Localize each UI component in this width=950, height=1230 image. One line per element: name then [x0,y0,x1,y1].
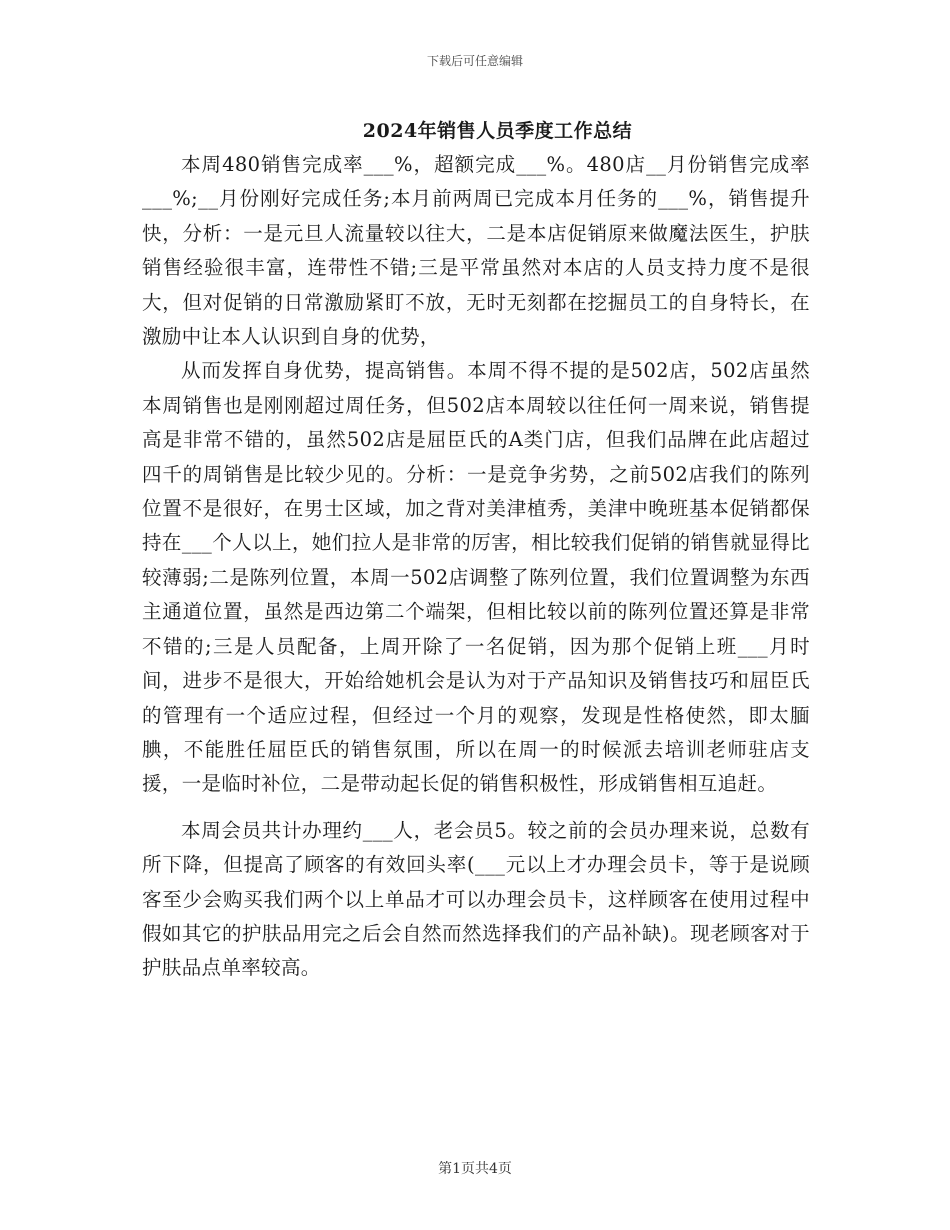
paragraph-1: 本周480销售完成率___%，超额完成___%。480店__月份销售完成率___%;__月份刚好完成任务;本月前两周已完成本月任务的___%，销售提升快，分析：一是元旦人流量较以往大，二是本店促销原来做魔法医生，护肤销售经验很丰富，连带性不错;三是平常虽然对本店的人员支持力度不是很大，但对促销的日常激励紧盯不放，无时无刻都在挖掘员工的自身特长，在激励中让本人认识到自身的优势， [142,153,810,349]
document-body [142,148,810,986]
page-header-note: 下载后可任意编辑 [426,54,523,68]
page-number: 第1页共4页 [438,1161,512,1177]
paragraph-3: 本周会员共计办理约___人，老会员5。较之前的会员办理来说，总数有所下降，但提高了顾客的有效回头率(___元以上才办理会员卡，等于是说顾客至少会购买我们两个以上单品才可以办理会员卡，这样顾客在使用过程中假如其它的护肤品用完之后会自然而然选择我们的产品补缺)。现老顾客对于护肤品点单率较高。 [142,818,810,980]
paragraph-2: 从而发挥自身优势，提高销售。本周不得不提的是502店，502店虽然本周销售也是刚刚超过周任务，但502店本周较以往任何一周来说，销售提高是非常不错的，虽然502店是屈臣氏的A类门店，但我们品牌在此店超过四千的周销售是比较少见的。分析：一是竞争劣势，之前502店我们的陈列位置不是很好，在男士区域，加之背对美津植秀，美津中晚班基本促销都保持在___个人以上，她们拉人是非常的厉害，相比较我们促销的销售就显得比较薄弱;二是陈列位置，本周一502店调整了陈列位置，我们位置调整为东西主通道位置，虽然是西边第二个端架，但相比较以前的陈列位置还算是非常不错的;三是人员配备，上周开除了一名促销，因为那个促销上班___月时间，进步不是很大，开始给她机会是认为对于产品知识及销售技巧和屈臣氏的管理有一个适应过程，但经过一个月的观察，发现是性格使然，即太腼腆，不能胜任屈臣氏的销售氛围，所以在周一的时候派去培训老师驻店支援，一是临时补位，二是带动起长促的销售积极性，形成销售相互追赶。 [142,359,810,796]
document-title: 2024年销售人员季度工作总结 [362,120,633,142]
